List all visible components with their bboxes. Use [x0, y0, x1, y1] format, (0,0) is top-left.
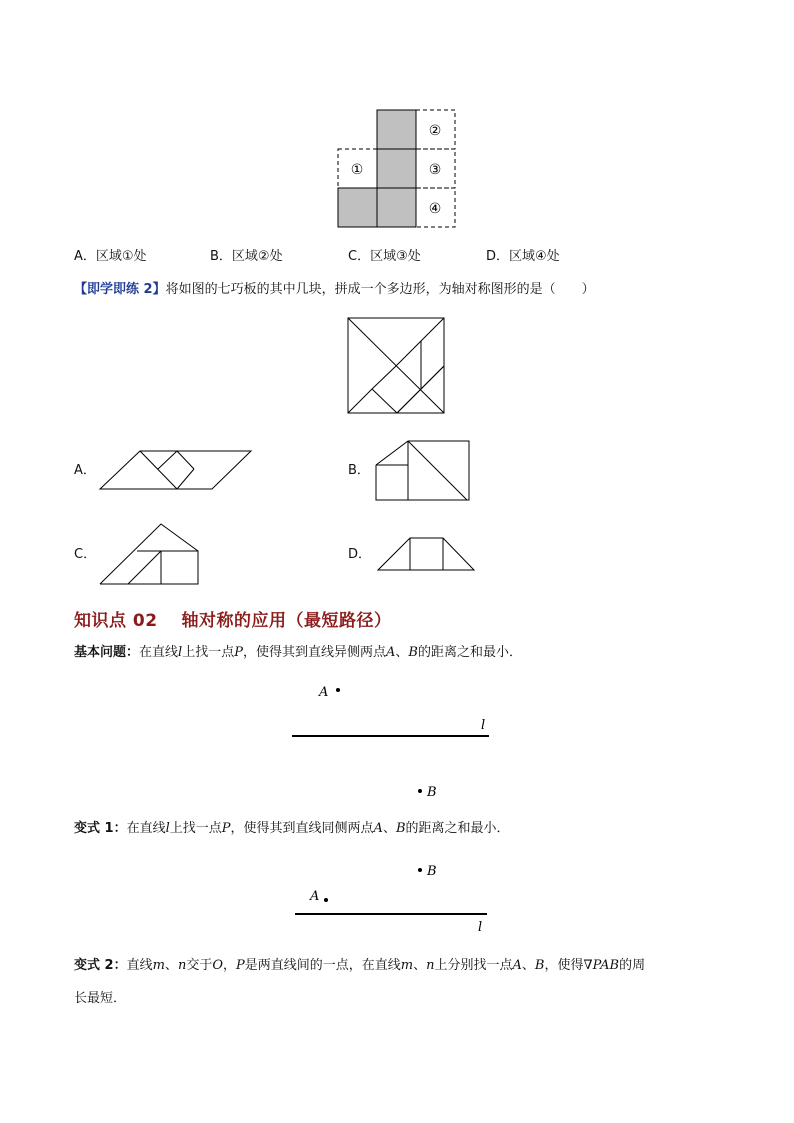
text: 、 [382, 821, 396, 836]
q1-option-c[interactable]: C．区域③处 [348, 249, 421, 264]
text: ，使得其到直线同侧两点 [230, 821, 374, 836]
q1-option-d[interactable]: D．区域④处 [486, 249, 560, 264]
q1-option-b[interactable]: B．区域②处 [210, 249, 283, 264]
text: 的距离之和最小． [405, 821, 510, 836]
q2-option-a[interactable]: A． [74, 463, 96, 478]
var-m: m [152, 958, 165, 973]
point-b-label: B [427, 864, 437, 879]
text: 、 [395, 645, 409, 660]
text: 在直线 [139, 645, 179, 660]
var-l: l [178, 645, 183, 660]
practice2-tag: 【即学即练 2】 [74, 282, 166, 297]
text: 的距离之和最小． [417, 645, 522, 660]
var-a: A [385, 645, 396, 660]
text: 、 [521, 958, 535, 973]
var-n: n [426, 958, 435, 973]
var-a: A [373, 821, 383, 836]
line-l-label: l [481, 718, 486, 733]
q2-option-c[interactable]: C． [74, 547, 97, 562]
var-triangle: ∇PAB [583, 958, 620, 973]
text: 上找一点 [169, 821, 222, 836]
var-b: B [534, 958, 545, 973]
variant1-label: 变式 1： [74, 821, 127, 836]
variant2-label: 变式 2： [74, 958, 127, 973]
var-b: B [395, 821, 406, 836]
q1-option-a[interactable]: A．区域①处 [74, 249, 147, 264]
var-a: A [512, 958, 522, 973]
region-label-2: ② [428, 123, 442, 139]
var-o: O [212, 958, 223, 973]
text: 、 [164, 958, 178, 973]
line-l-label: l [478, 920, 483, 935]
point-b-label: B [427, 785, 437, 800]
basic-problem-label: 基本问题： [74, 645, 140, 660]
section-title: 知识点 02 轴对称的应用（最短路径） [74, 611, 392, 631]
var-b: B [408, 645, 418, 660]
region-label-1: ① [350, 162, 364, 178]
region-label-4: ④ [428, 201, 442, 217]
text: 直线 [126, 958, 153, 973]
point-a-label: A [319, 685, 329, 700]
var-p: P [221, 821, 231, 836]
var-p: P [234, 645, 243, 660]
text: ， [223, 958, 237, 973]
var-l: l [165, 821, 170, 836]
point-a [324, 898, 328, 902]
practice2-text: 将如图的七巧板的其中几块，拼成一个多边形，为轴对称图形的是（ ） [165, 282, 595, 297]
text: 是两直线间的一点，在直线 [244, 958, 401, 973]
point-b [418, 868, 422, 872]
variant2-line2: 长最短． [74, 991, 127, 1006]
text: 上分别找一点 [434, 958, 513, 973]
text: ，使得 [544, 958, 584, 973]
text: 交于 [186, 958, 213, 973]
text: 的周 [619, 958, 646, 973]
var-n: n [177, 958, 187, 973]
text: 、 [413, 958, 427, 973]
q2-option-b[interactable]: B． [348, 463, 370, 478]
q2-option-d[interactable]: D． [348, 547, 372, 562]
var-p: P [236, 958, 245, 973]
region-label-3: ③ [428, 162, 442, 178]
variant2 [74, 957, 645, 975]
point-a-label: A [310, 889, 320, 904]
text: 在直线 [126, 821, 166, 836]
var-m: m [400, 958, 414, 973]
text: ，使得其到直线异侧两点 [242, 645, 386, 660]
text: 上找一点 [182, 645, 235, 660]
